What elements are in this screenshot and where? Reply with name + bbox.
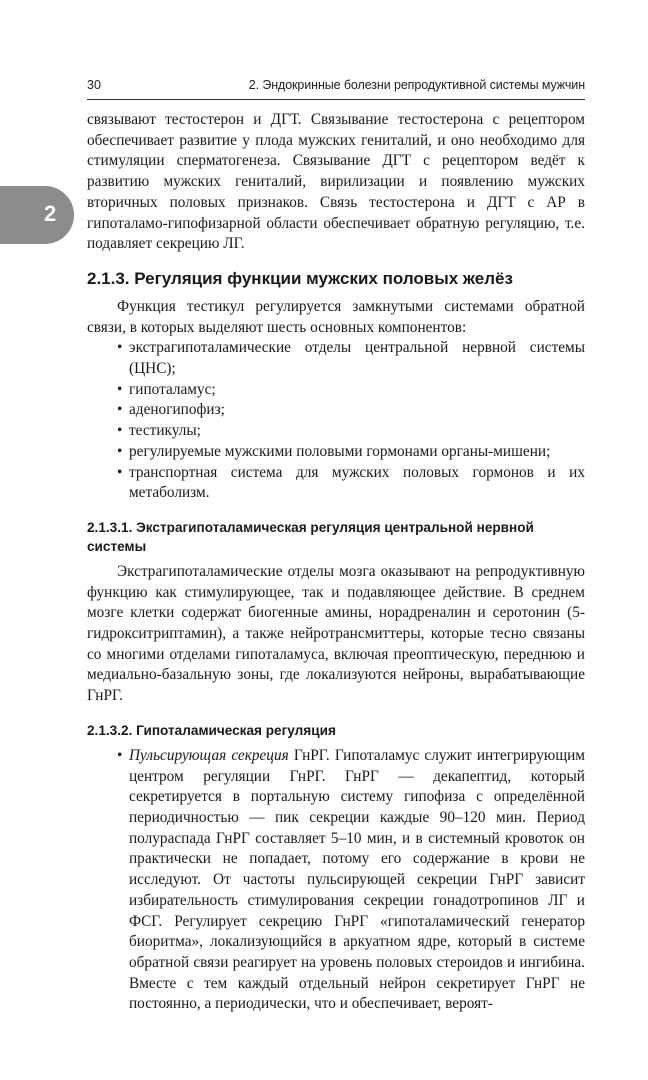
list-item: • регулируемые мужскими половыми гормонами органы-мишени; (87, 442, 585, 463)
bullet-marker: • (117, 442, 123, 460)
bullet-marker: • (117, 339, 123, 357)
intro-paragraph: связывают тестостерон и ДГТ. Связывание тестостерона с рецептором обеспечивает развитие у плода мужских гениталий, и оно необходимо для стимуляции сперматогенеза. Связывание ДГТ с рецептором ведёт к развитию мужских гениталий, вирилизации и появлению мужских вторичных половых признаков. Связь тестостерона и ДГТ с АР в гипоталамо-гипофизарной области обеспечивает обратную регуляцию, т.е. подавляет секрецию ЛГ. (87, 111, 585, 253)
chapter-tab (0, 186, 74, 244)
section-heading-2-1-3: 2.1.3. Регуляция функции мужских половых желёз (87, 268, 513, 288)
hypothalamic-list (87, 746, 585, 1015)
list-item (87, 746, 585, 1015)
page-number: 30 (87, 78, 101, 92)
list-item: • аденогипофиз; (87, 400, 585, 421)
italic-term: Пульсирующая секреция (129, 746, 289, 764)
bullet-marker: • (117, 463, 123, 481)
bullet-body-text: ГнРГ. Гипоталамус служит интегрирующим центром регуляции ГнРГ. ГнРГ — декапептид, который секретируется в портальную систему гипофиза с определённой периодичностью — пик секреции каждые 90–120 мин. Период полураспада ГнРГ составляет 5–10 мин, и в системный кровоток он практически не попадает, потому его содержание в крови не исследуют. От частоты пульсирующей секреции ГнРГ зависит избирательность стимулирования секреции гонадотропинов ЛГ и ФСГ. Регулирует секрецию ГнРГ «гипоталамический генератор биоритма», локализующийся в аркуатном ядре, который в системе обратной связи реагирует на уровень половых стероидов и ингибина. Вместе с тем каждый отдельный нейрон секретирует ГнРГ не постоянно, а периодически, что и обеспечивает, вероят- (129, 746, 585, 1013)
list-item: • тестикулы; (87, 421, 585, 442)
list-item: • транспортная система для мужских половых гормонов и их метаболизм. (117, 463, 585, 502)
list-item: • экстрагипоталамические отделы центральной нервной системы (ЦНС); (117, 339, 585, 378)
extrahypothalamic-paragraph: Экстрагипоталамические отделы мозга оказывают на репродуктивную функцию как стимулирующее, так и подавляющее действие. В среднем мозге клетки содержат биогенные амины, норадреналин и серотонин (5-гидрокситриптамин), а также нейротрансмиттеры, которые тесно связаны со многими отделами гипоталамуса, включая преоптическую, переднюю и медиально-базальную зоны, где локализуются нейроны, вырабатывающие ГнРГ. (87, 562, 585, 705)
section-heading-2-1-3-2: 2.1.3.2. Гипоталамическая регуляция (87, 722, 336, 738)
components-list (87, 338, 585, 504)
chapter-tab-number: 2 (44, 201, 57, 226)
bullet-marker: • (117, 401, 123, 419)
page-body (87, 110, 585, 1015)
bullet-marker: • (117, 746, 123, 764)
list-item: • гипоталамус; (87, 380, 585, 401)
bullet-marker: • (117, 422, 123, 440)
bullet-marker: • (117, 380, 123, 398)
section-heading-2-1-3-1: 2.1.3.1. Экстрагипоталамическая регуляция центральной нервной системы (87, 519, 534, 554)
header-divider (87, 99, 585, 100)
section-intro-paragraph: Функция тестикул регулируется замкнутыми системами обратной связи, в которых выделяют шесть основных компонентов: (87, 297, 585, 336)
running-title: 2. Эндокринные болезни репродуктивной системы мужчин (248, 78, 585, 92)
